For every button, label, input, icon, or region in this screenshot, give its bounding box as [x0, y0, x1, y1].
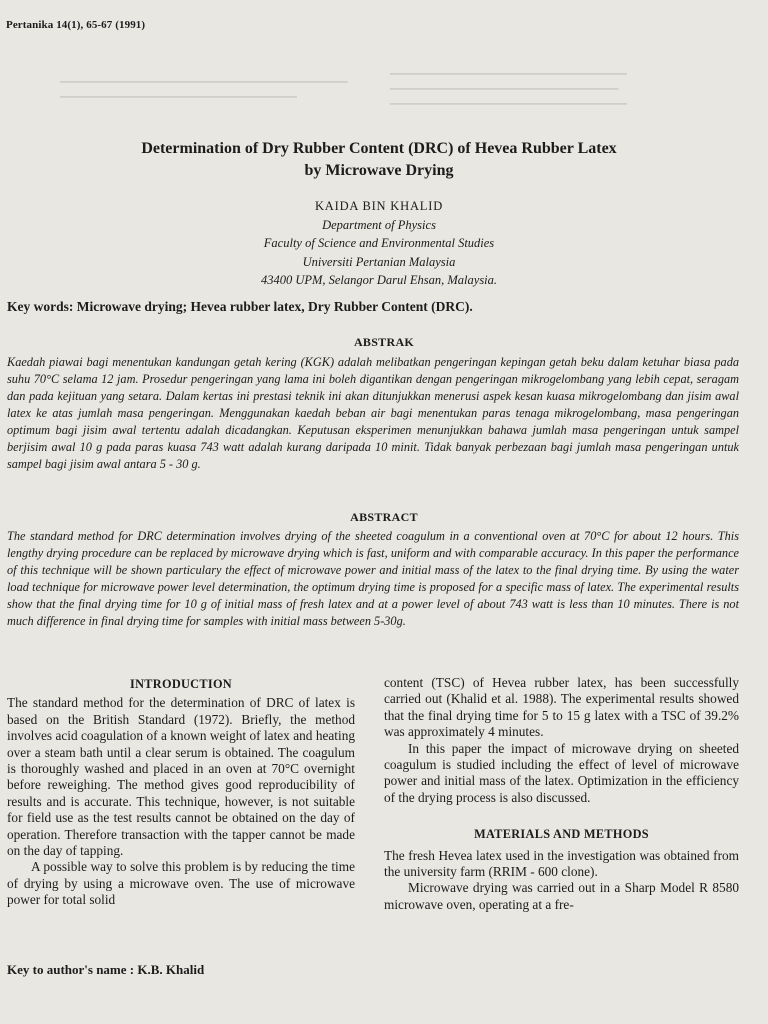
body-paragraph: Microwave drying was carried out in a Sharp Model R 8580 microwave oven, operating at a fre-	[384, 880, 739, 912]
abstrak-heading: ABSTRAK	[353, 335, 415, 349]
body-paragraph: content (TSC) of Hevea rubber latex, has been successfully carried out (Khalid et al. 1988). The experimental results showed that the final drying time for 5 to 15 g latex with a TSC of 39.2% was approximately 4 minutes.	[384, 675, 739, 740]
body-paragraph: In this paper the impact of microwave drying on sheeted coagulum is studied including the effect of level of microwave power and initial mass of the latex. Optimization in the efficiency of the drying process is also discussed.	[384, 740, 739, 805]
abstract-text: The standard method for DRC determination involves drying of the sheeted coagulum in a conventional oven at 70°C for about 12 hours. This lengthy drying procedure can be replaced by microwave drying which is fast, uniform and with comparable accuracy. In this paper the performance of this technique will be shown particulary the effect of microwave power and initial mass of the latex to the final drying time. By using the water load technique for microwave power level determination, the optimum drying time is proposed for a specific mass of latex. The experimental results show that the final drying time for 10 g of initial mass of fresh latex and at a power level of about 743 watt is less than 10 minutes. There is not much difference in final drying time for samples with initial mass between 5-30g.	[7, 529, 739, 628]
body-paragraph: The fresh Hevea latex used in the investigation was obtained from the university farm (RRIM - 600 clone).	[384, 847, 739, 880]
abstrak-text: Kaedah piawai bagi menentukan kandungan getah kering (KGK) adalah melibatkan pengeringan kepingan getah beku dalam ketuhar biasa pada suhu 70°C selama 12 jam. Prosedur pengeringan yang lama ini boleh digantikan dengan pengeringan mikrogelombang yang lebih cepat, seragam dan pada kejituan yang setara. Dalam kertas ini prestasi teknik ini akan ditunjukkan menerusi aspek kesan kuasa mikrogelombang dan jisim awal latex ke atas jumlah masa pengeringan. Menggunakan kaedah beban air bagi menentukan paras tenaga mikrogelombang, masa pengeringan optimum bagi jisim awal tertentu adalah dicadangkan. Keputusan eksperimen menunjukkan bahawa jumlah masa pengeringan untuk sampel berjisim awal 10 g pada paras kuasa 743 watt adalah kurang daripada 10 minit. Tidak banyak perbezaan bagi jumlah masa pengeringan untuk sampel bagi jisim awal antara 5 - 30 g.	[7, 355, 739, 471]
introduction-heading: INTRODUCTION	[130, 677, 232, 691]
introduction-paragraph: The standard method for the determination of DRC of latex is based on the British Standard (1972). Briefly, the method involves acid coagulation of a known weight of latex and heating over a steam bath until a clear serum is obtained. The coagulum is thoroughly washed and placed in an oven at 70°C overnight before reweighing. The method gives good reproducibility of results and is accurate. This technique, however, is not suitable for field use as the test results cannot be obtained on the day of operation. Therefore transaction with the tapper cannot be made on the day of tapping.	[7, 695, 355, 859]
bleed-through-texture: ▁▁▁▁▁▁▁▁▁▁▁▁▁▁▁▁▁▁▁▁▁▁▁▁▁▁▁▁▁▁▁▁▁▁ ▁▁▁▁▁▁▁▁▁▁▁▁▁▁▁▁▁▁▁▁▁▁▁▁▁▁▁▁	[60, 71, 348, 98]
affiliation-line: 43400 UPM, Selangor Darul Ehsan, Malaysia.	[260, 273, 498, 287]
key-to-author: Key to author's name : K.B. Khalid	[7, 962, 205, 977]
left-column	[7, 676, 355, 909]
affiliation-line: Faculty of Science and Environmental Studies	[263, 236, 495, 250]
affiliation-line: Universiti Pertanian Malaysia	[302, 254, 456, 269]
materials-methods-heading: MATERIALS AND METHODS	[474, 827, 649, 842]
journal-citation: Pertanika 14(1), 65-67 (1991)	[6, 19, 146, 31]
bleed-through-texture: ▁▁▁▁▁▁▁▁▁▁▁▁▁▁▁▁▁▁▁▁▁▁▁▁▁▁▁▁ ▁▁▁▁▁▁▁▁▁▁▁▁▁▁▁▁▁▁▁▁▁▁▁▁▁▁▁ ▁▁▁▁▁▁▁▁▁▁▁▁▁▁▁▁▁▁▁▁▁▁▁▁▁▁▁▁	[390, 63, 627, 105]
keywords: Key words: Microwave drying; Hevea rubber latex, Dry Rubber Content (DRC).	[7, 299, 473, 314]
author-block	[20, 197, 738, 290]
affiliation-line: Department of Physics	[322, 217, 436, 232]
author-name: KAIDA BIN KHALID	[314, 199, 444, 213]
paper-title	[20, 138, 738, 182]
right-column	[384, 675, 739, 913]
abstract-heading: ABSTRACT	[350, 510, 418, 524]
title-line-2: by Microwave Drying	[304, 162, 454, 179]
title-line-1: Determination of Dry Rubber Content (DRC) of Hevea Rubber Latex	[141, 140, 617, 157]
introduction-paragraph: A possible way to solve this problem is by reducing the time of drying by using a microwave oven. The use of microwave power for total solid	[7, 859, 355, 908]
